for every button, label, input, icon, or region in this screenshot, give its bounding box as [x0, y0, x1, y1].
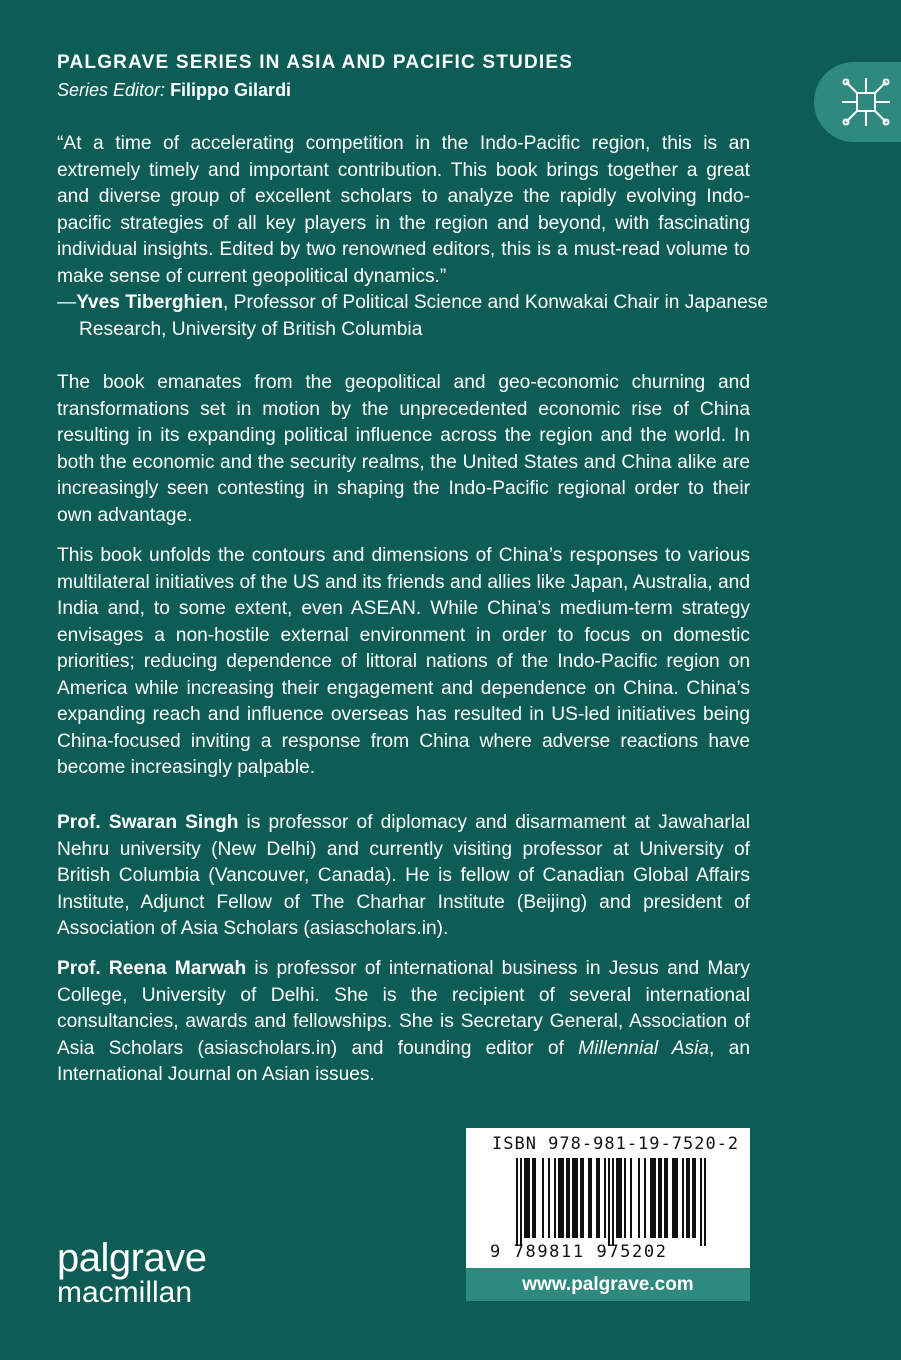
- endorsement-quote: “At a time of accelerating competition in the Indo-Pacific region, this is an extremely timely and important contribution. This book brings together a great and diverse group of excellent scholars to analyze the rapidly evolving Indo-pacific strategies of all key players in the region and beyond, with fascinating individual insights. Edited by two renowned editors, this is a must-read volume to make sense of current geopolitical dynamics.”: [57, 133, 750, 287]
- endorsement-affiliation: , Professor of Political Science and Konwakai Chair in Japanese Research, University of British Columbia: [79, 292, 769, 340]
- journal-title: Millennial Asia: [578, 1037, 710, 1059]
- barcode-bar: [650, 1158, 652, 1238]
- barcode-bar: [616, 1158, 618, 1238]
- barcode-bar: [664, 1158, 666, 1238]
- bio-text-marwah-a: is professor of international business in Jesus and Mary College, University of Delhi. She is the recipient of several international consultancies, awards and fellowships. She is Secretary General, Association of Asia Scholars (asiascholars.in) and founding editor of: [57, 958, 750, 1059]
- barcode-bar: [568, 1158, 570, 1238]
- barcode-bar: [630, 1158, 632, 1238]
- barcode-bar: [524, 1158, 526, 1238]
- barcode-bar: [694, 1158, 696, 1238]
- barcode-bar: [562, 1158, 564, 1238]
- description-paragraph-1: The book emanates from the geopolitical and geo-economic churning and transformations set in motion by the unprecedented economic rise of China resulting in its expanding political influence across the region and the world. In both the economic and the security realms, the United States and China alike are increasingly seen contesting in shaping the Indo-Pacific regional order to their own advantage.: [57, 372, 750, 526]
- bio-reena-marwah: [57, 956, 750, 1089]
- bio-name-singh: Prof. Swaran Singh: [57, 812, 239, 833]
- barcode-bar: [598, 1158, 600, 1238]
- barcode-bar: [596, 1158, 598, 1238]
- barcode-bar: [548, 1158, 550, 1238]
- description-paragraph-2: This book unfolds the contours and dimensions of China’s responses to various multilateral initiatives of the US and its friends and allies like Japan, Australia, and India and, to some extent, even ASEAN. While China’s medium-term strategy envisages a non-hostile external environment in order to focus on domestic priorities; reducing dependence of littoral nations of the Indo-Pacific region on America while increasing their engagement and dependence on China. China’s expanding reach and influence overseas has resulted in US-led initiatives being China-focused inviting a response from China where adverse reactions have become increasingly palpable.: [57, 545, 750, 778]
- barcode-bar: [604, 1158, 606, 1238]
- barcode-bar: [672, 1158, 674, 1238]
- barcode-bar: [692, 1158, 694, 1238]
- barcode-bar: [704, 1158, 706, 1246]
- barcode-bar: [574, 1158, 576, 1238]
- publisher-website[interactable]: www.palgrave.com: [466, 1268, 750, 1301]
- series-title: PALGRAVE SERIES IN ASIA AND PACIFIC STUDIES: [57, 52, 574, 73]
- barcode-bar: [658, 1158, 660, 1238]
- barcode-bar: [608, 1158, 610, 1246]
- barcode-bar: [620, 1158, 622, 1238]
- barcode-bar: [660, 1158, 662, 1238]
- barcode-bar: [688, 1158, 690, 1238]
- barcode-bar: [528, 1158, 530, 1238]
- barcode-bar: [532, 1158, 534, 1238]
- barcode-bar: [618, 1158, 620, 1238]
- attribution-dash: —: [57, 292, 77, 313]
- barcode-bar: [682, 1158, 684, 1238]
- barcode-bar: [686, 1158, 688, 1238]
- barcode-bar: [652, 1158, 654, 1238]
- barcode-bar: [654, 1158, 656, 1238]
- barcode-bar: [558, 1158, 560, 1238]
- barcode-bar: [666, 1158, 668, 1238]
- barcode-bar: [572, 1158, 574, 1238]
- series-editor: [57, 80, 291, 101]
- bio-text-singh: is professor of diplomacy and disarmament at Jawaharlal Nehru university (New Delhi) and currently visiting professor at University of British Columbia (Vancouver, Canada). He is fellow of Canadian Global Affairs Institute, Adjunct Fellow of The Charhar Institute (Beijing) and president of Association of Asia Scholars (asiascholars.in).: [57, 812, 750, 939]
- barcode-bar: [580, 1158, 582, 1238]
- barcode-bar: [566, 1158, 568, 1238]
- bio-swaran-singh: [57, 810, 750, 943]
- barcode-bar: [644, 1158, 646, 1238]
- endorsement-author: Yves Tiberghien: [76, 292, 223, 313]
- barcode: [504, 1158, 718, 1250]
- publisher-name-line2: macmillan: [57, 1276, 193, 1309]
- bio-text-marwah-b: , an International Journal on Asian issues.: [57, 1037, 750, 1085]
- series-editor-name: Filippo Gilardi: [170, 80, 292, 100]
- publisher-name-line1: palgrave: [57, 1236, 207, 1280]
- barcode-bar: [700, 1158, 702, 1246]
- network-node-icon: [838, 74, 894, 130]
- series-editor-role: Series Editor:: [57, 80, 166, 100]
- barcode-bar: [560, 1158, 562, 1238]
- barcode-bar: [588, 1158, 590, 1238]
- barcode-bar: [520, 1158, 522, 1246]
- barcode-bar: [554, 1158, 556, 1238]
- barcode-bar: [612, 1158, 614, 1246]
- barcode-box: [466, 1128, 750, 1268]
- series-logo-badge: [814, 62, 901, 142]
- barcode-bar: [516, 1158, 518, 1246]
- barcode-bar: [676, 1158, 678, 1238]
- barcode-bar: [542, 1158, 544, 1238]
- isbn-label: ISBN 978-981-19-7520-2: [492, 1134, 740, 1154]
- barcode-bar: [638, 1158, 640, 1238]
- barcode-bar: [674, 1158, 676, 1238]
- barcode-bar: [590, 1158, 592, 1238]
- barcode-bar: [534, 1158, 536, 1238]
- barcode-bar: [526, 1158, 528, 1238]
- barcode-bar: [624, 1158, 626, 1238]
- ean-digits: 9 789811 975202: [490, 1242, 668, 1262]
- endorsement-attribution: [57, 290, 772, 343]
- publisher-logo: [57, 1238, 206, 1308]
- barcode-bar: [576, 1158, 578, 1238]
- bio-name-marwah: Prof. Reena Marwah: [57, 958, 247, 979]
- barcode-bar: [582, 1158, 584, 1238]
